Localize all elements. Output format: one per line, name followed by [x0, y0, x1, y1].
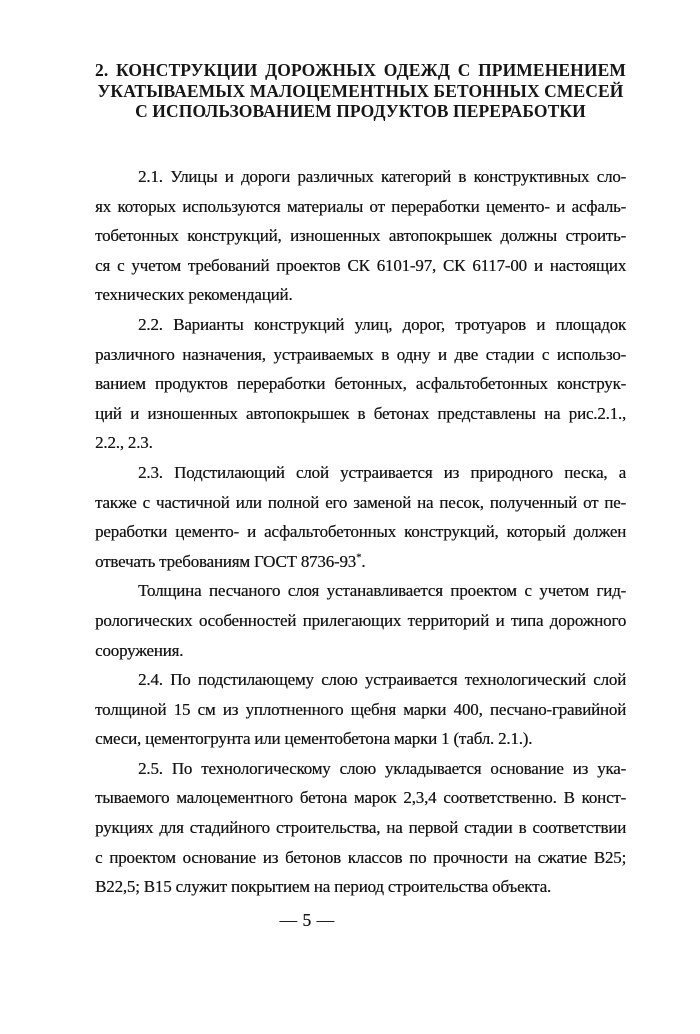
section-title-line-3: С ИСПОЛЬЗОВАНИЕМ ПРОДУКТОВ ПЕРЕРАБОТКИ [135, 101, 586, 122]
text-line: 2.4. По подстилающему слою устраивается технологический слой [138, 670, 626, 690]
text-line: тобетонных конструкций, изношенных автопокрышек должны строить- [95, 226, 626, 246]
section-title-line-1: 2. КОНСТРУКЦИИ ДОРОЖНЫХ ОДЕЖД С ПРИМЕНЕНИЕМ [95, 60, 626, 80]
footnote-asterisk: * [355, 551, 362, 564]
paragraph-2-2 [95, 310, 626, 458]
text-line: 2.5. По технологическому слою укладывается основание из ука- [138, 758, 626, 778]
paragraph-sand-layer [95, 576, 626, 665]
text-line: технических рекомендаций. [95, 285, 293, 305]
text-line: толщиной 15 см из уплотненного щебня марки 400, песчано-гравийной [95, 699, 626, 719]
text-line-gost-reference [95, 547, 626, 577]
paragraph-2-5 [95, 754, 626, 902]
text-line: реработки цементо- и асфальтобетонных конструкций, который должен [95, 522, 626, 542]
text-line: 2.2. Варианты конструкций улиц, дорог, тротуаров и площадок [138, 314, 626, 334]
text-line: ций и изношенных автопокрышек в бетонах представлены на рис.2.1., [95, 403, 626, 423]
text-line: Толщина песчаного слоя устанавливается проектом с учетом гид- [138, 581, 626, 601]
text-line: с проектом основание из бетонов классов по прочности на сжатие В25; [95, 847, 626, 867]
text-line: смеси, цементогрунта или цементобетона марки 1 (табл. 2.1.). [95, 729, 533, 749]
paragraph-2-3 [95, 458, 626, 576]
section-title [95, 60, 626, 122]
text-line: также с частичной или полной его заменой на песок, полученный от пе- [95, 492, 626, 512]
text-line: 2.3. Подстилающий слой устраивается из природного песка, а [138, 462, 626, 482]
text-line: рукциях для стадийного строительства, на первой стадии в соответствии [95, 818, 626, 838]
text-line: 2.1. Улицы и дороги различных категорий в конструктивных сло- [138, 167, 626, 186]
paragraph-2-1 [95, 162, 626, 310]
page-number: — 5 — [279, 910, 335, 930]
section-title-line-2: УКАТЫВАЕМЫХ МАЛОЦЕМЕНТНЫХ БЕТОННЫХ СМЕСЕЙ [97, 80, 624, 101]
text-line: тываемого малоцементного бетона марок 2,3,4 соответственно. В конст- [95, 788, 626, 808]
gost-reference-period: . [361, 551, 366, 571]
text-line: 2.2., 2.3. [95, 433, 153, 453]
text-line: ванием продуктов переработки бетонных, асфальтобетонных конструк- [95, 374, 626, 394]
body-text [95, 162, 626, 902]
text-line: различного назначения, устраиваемых в одну и две стадии с использо- [95, 344, 626, 364]
text-line: В22,5; В15 служит покрытием на период строительства объекта. [95, 877, 551, 897]
text-line: сооружения. [95, 640, 184, 660]
text-line: ях которых используются материалы от переработки цементо- и асфаль- [95, 196, 626, 216]
text-line: рологических особенностей прилегающих территорий и типа дорожного [95, 610, 626, 630]
gost-reference-text: отвечать требованиям ГОСТ 8736-93 [95, 551, 356, 571]
paragraph-2-4 [95, 665, 626, 754]
text-line: ся с учетом требований проектов СК 6101-97, СК 6117-00 и настоящих [95, 255, 626, 275]
